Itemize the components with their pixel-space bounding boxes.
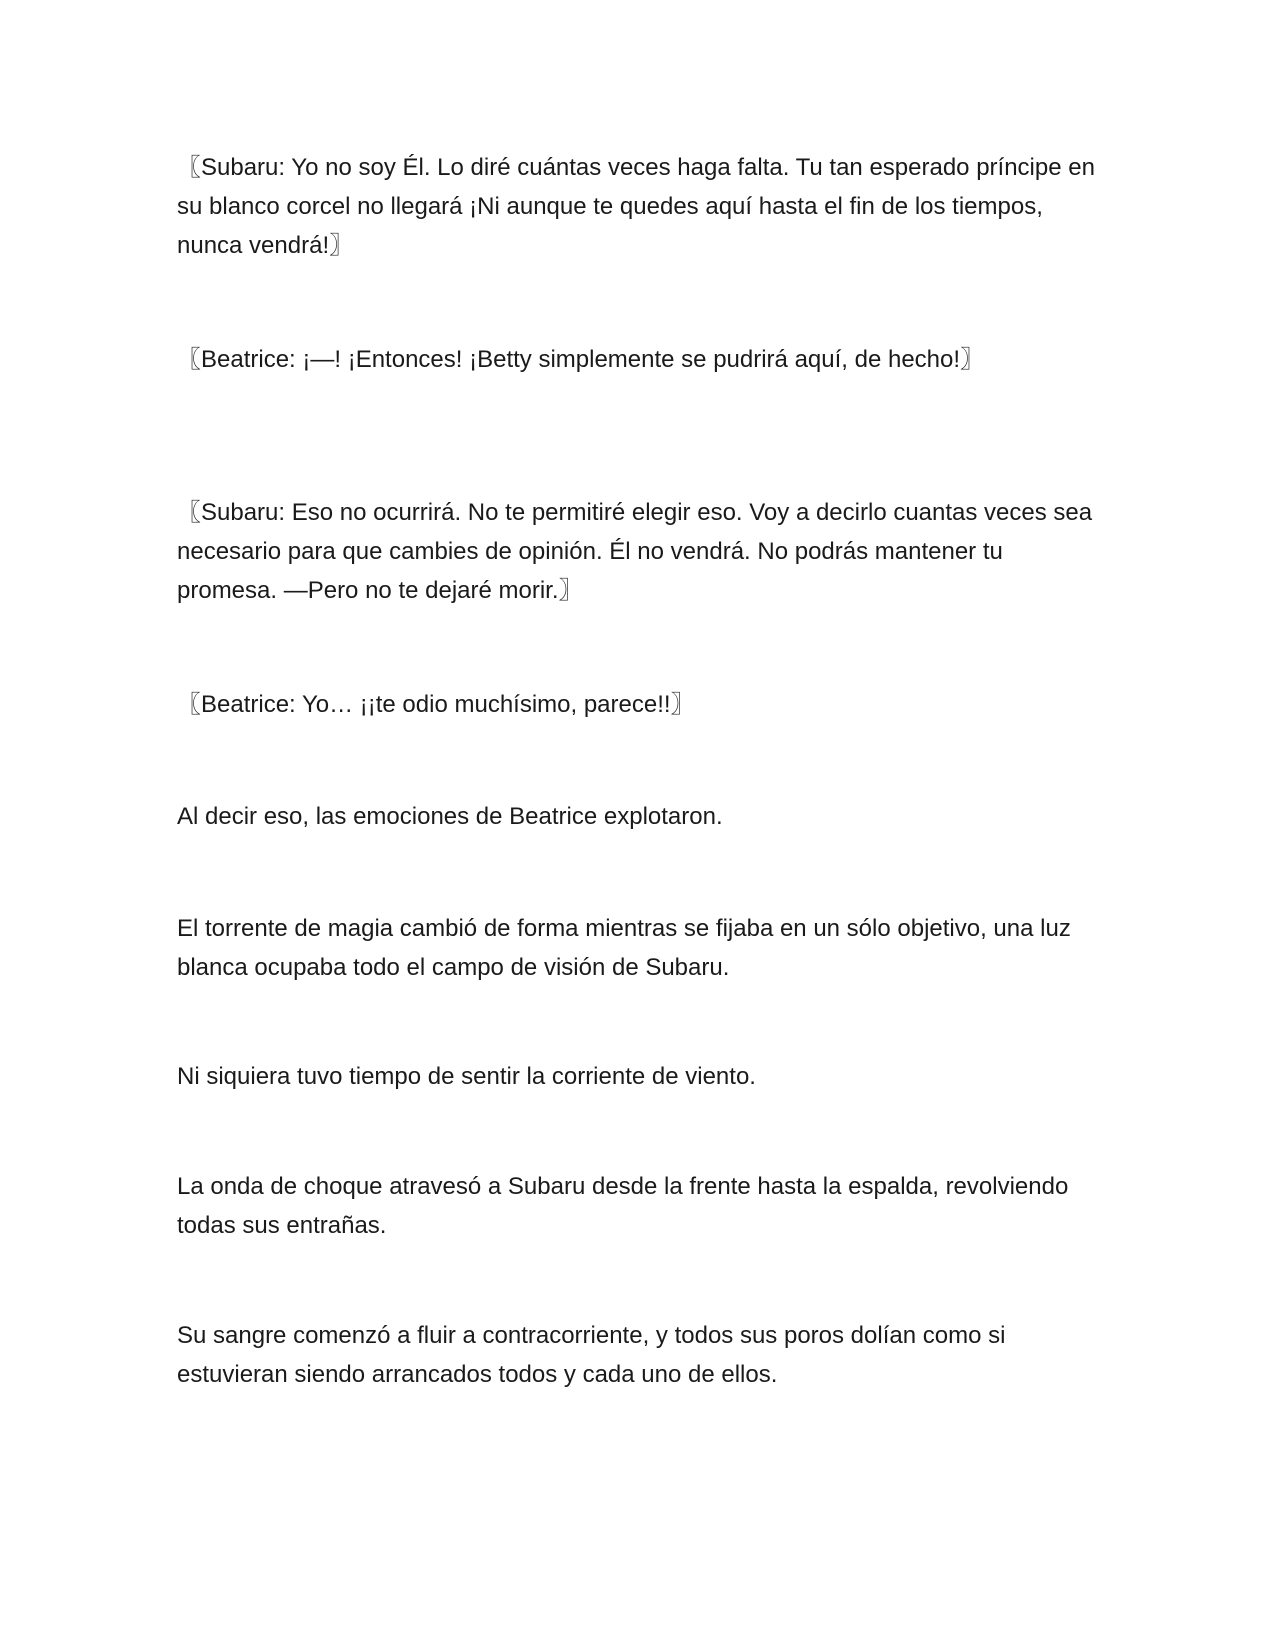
paragraph-narration-3: Ni siquiera tuvo tiempo de sentir la corriente de viento. <box>177 1063 756 1090</box>
paragraph-narration-2: El torrente de magia cambió de forma mientras se fijaba en un sólo objetivo, una luz blanca ocupaba todo el campo de visión de Subaru. <box>177 915 1071 981</box>
paragraph-subaru-dialogue-1: 〖Subaru: Yo no soy Él. Lo diré cuántas veces haga falta. Tu tan esperado príncipe en su blanco corcel no llegará ¡Ni aunque te quedes aquí hasta el fin de los tiempos, nunca vendrá!〗 <box>177 154 1095 259</box>
paragraph-beatrice-dialogue-2: 〖Beatrice: Yo… ¡¡te odio muchísimo, parece!!〗 <box>177 691 695 718</box>
paragraph-subaru-dialogue-2: 〖Subaru: Eso no ocurrirá. No te permitiré elegir eso. Voy a decirlo cuantas veces sea necesario para que cambies de opinión. Él no vendrá. No podrás mantener tu promesa. —Pero no te dejaré morir.〗 <box>177 499 1093 604</box>
paragraph-beatrice-dialogue-1: 〖Beatrice: ¡—! ¡Entonces! ¡Betty simplemente se pudrirá aquí, de hecho!〗 <box>177 346 985 373</box>
paragraph-narration-4: La onda de choque atravesó a Subaru desde la frente hasta la espalda, revolviendo todas sus entrañas. <box>177 1173 1069 1239</box>
paragraph-narration-5: Su sangre comenzó a fluir a contracorriente, y todos sus poros dolían como si estuvieran siendo arrancados todos y cada uno de ellos. <box>177 1322 1006 1388</box>
paragraph-narration-1: Al decir eso, las emociones de Beatrice explotaron. <box>177 803 723 830</box>
